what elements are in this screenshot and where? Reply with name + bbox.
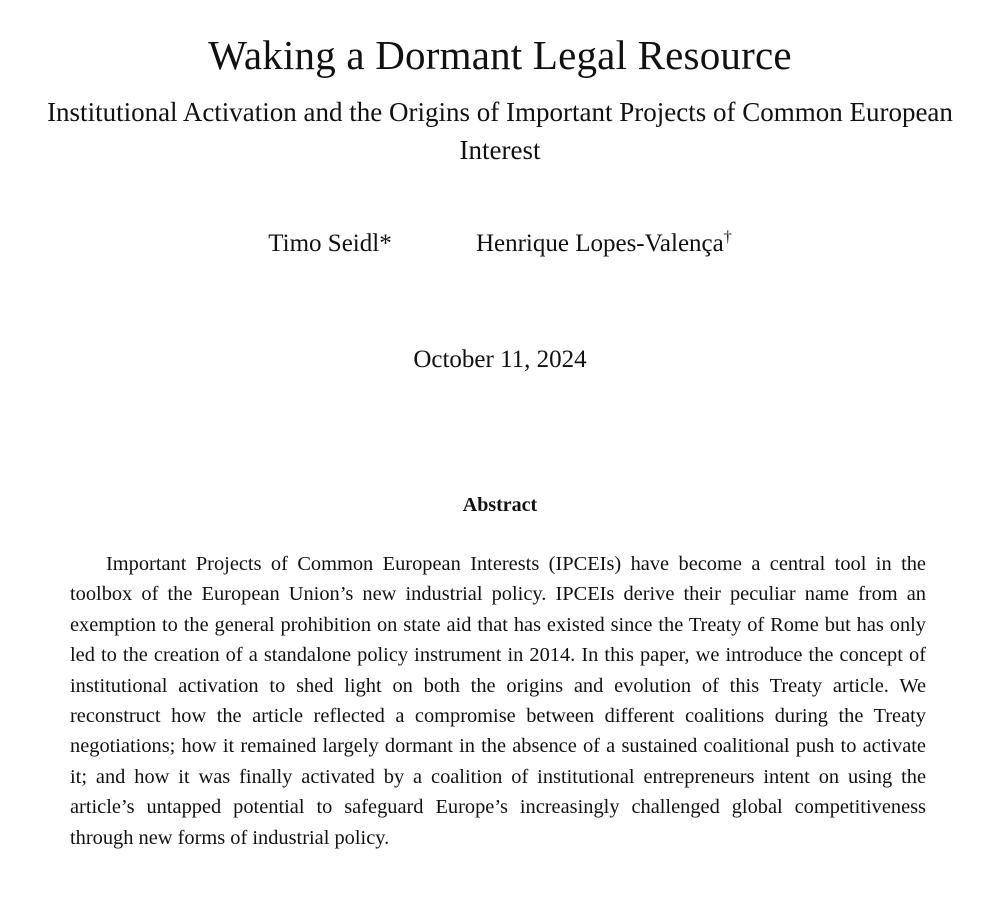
author-list xyxy=(0,226,1000,262)
author-name: Henrique Lopes-Valença xyxy=(475,230,724,257)
abstract-text: Important Projects of Common European Interests (IPCEIs) have become a central tool in the toolbox of the European Union’s new industrial policy. IPCEIs derive their peculiar name from an exemption to the general prohibition on state aid that has existed since the Treaty of Rome but has only led to the creation of a standalone policy instrument in 2014. In this paper, we introduce the concept of institutional activation to shed light on both the origins and evolution of this Treaty article. We reconstruct how the article reflected a compromise between different coalitions during the Treaty negotiations; how it remained largely dormant in the absence of a sustained coalitional push to activate it; and how it was finally activated by a coalition of institutional entrepreneurs intent on using the article’s untapped potential to safeguard Europe’s increasingly challenged global competitiveness through new forms of industrial policy. xyxy=(70,553,926,849)
abstract-heading: Abstract xyxy=(462,494,538,516)
author-name: Timo Seidl xyxy=(268,230,380,257)
paper-subtitle: Institutional Activation and the Origins of Important Projects of Common European Interest xyxy=(47,97,953,165)
author-lopes-valenca xyxy=(476,226,732,262)
author-footnote-mark: † xyxy=(723,228,732,246)
author-footnote-mark: * xyxy=(379,230,392,257)
paper-title: Waking a Dormant Legal Resource xyxy=(208,32,792,78)
author-seidl xyxy=(268,226,391,262)
paper-date: October 11, 2024 xyxy=(413,346,587,373)
